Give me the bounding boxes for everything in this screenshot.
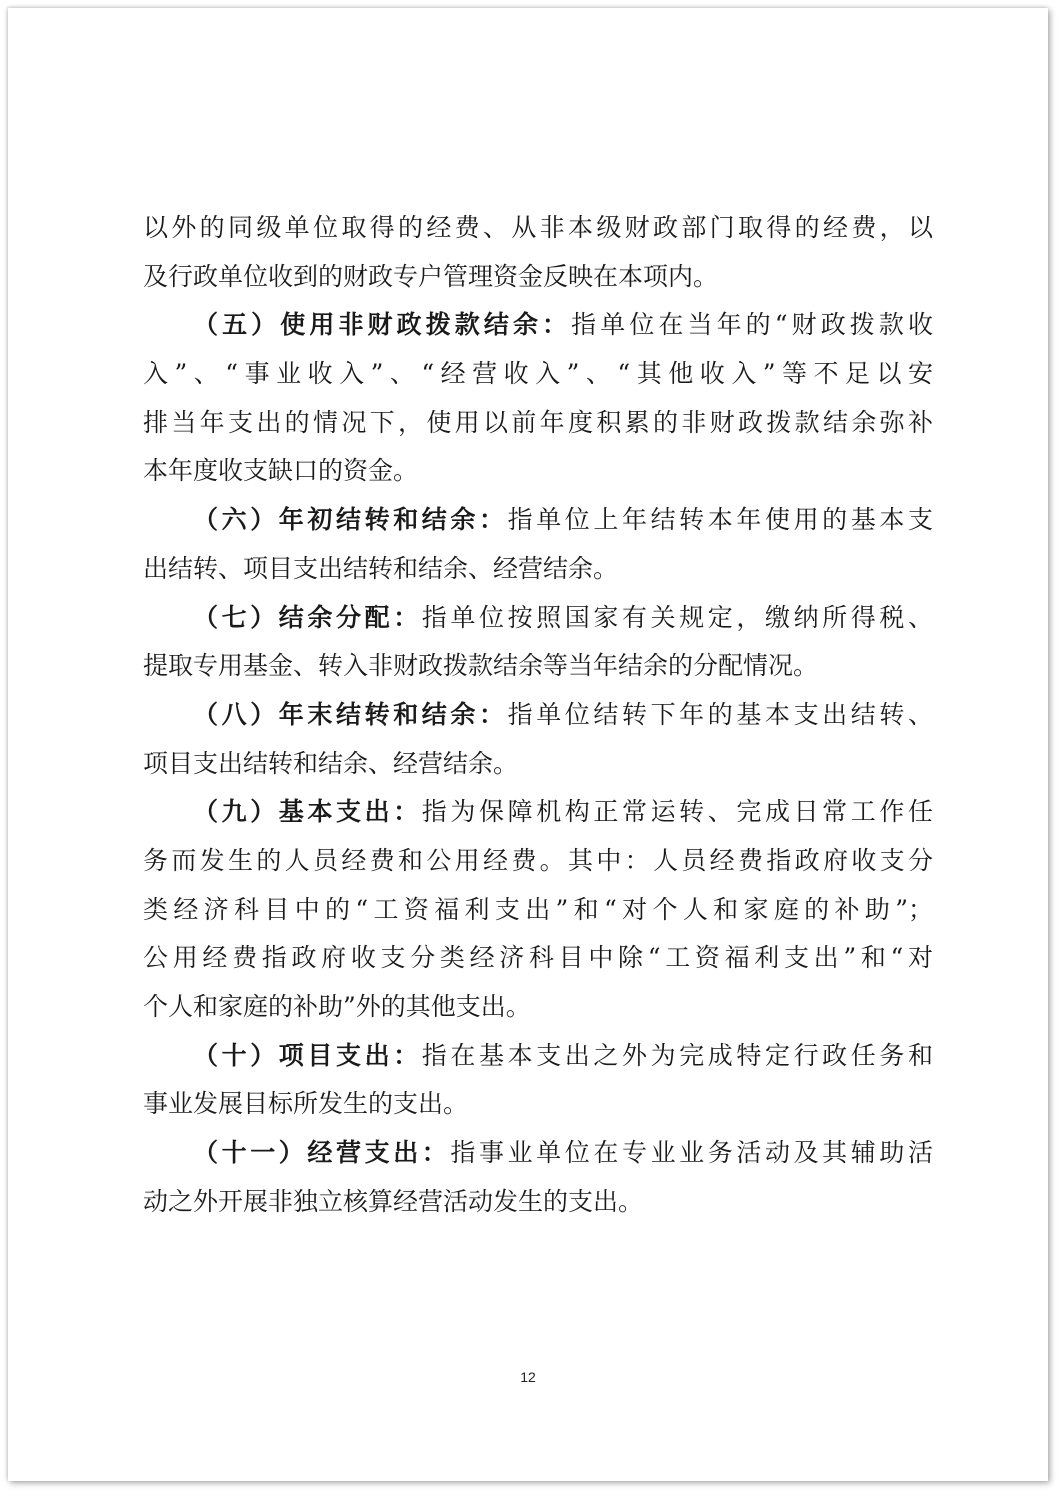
term-heading: （八）年末结转和结余： <box>193 699 508 729</box>
text-line: 类经济科目中的“工资福利支出”和“对个人和家庭的补助”； <box>143 894 933 924</box>
definition-text: 指为保障机构正常运转、完成日常工作任 <box>421 797 933 827</box>
term-heading: （十一）经营支出： <box>193 1138 451 1168</box>
text-line: 提取专用基金、转入非财政拨款结余等当年结余的分配情况。 <box>143 651 819 681</box>
text-line: 事业发展目标所发生的支出。 <box>143 1089 469 1119</box>
paragraph-first-line <box>143 594 933 643</box>
text-line: 动之外开展非独立核算经营活动发生的支出。 <box>143 1186 644 1216</box>
definition-text: 指事业单位在专业业务活动及其辅助活 <box>450 1138 933 1168</box>
term-heading: （六）年初结转和结余： <box>193 505 508 535</box>
definition-text: 指在基本支出之外为完成特定行政任务和 <box>421 1040 933 1070</box>
term-heading: （十）项目支出： <box>193 1040 422 1070</box>
text-line: 出结转、项目支出结转和结余、经营结余。 <box>143 553 619 583</box>
text-line: 以外的同级单位取得的经费、从非本级财政部门取得的经费，以 <box>143 213 933 242</box>
text-line: 及行政单位收到的财政专户管理资金反映在本项内。 <box>143 261 719 291</box>
text-line: 个人和家庭的补助”外的其他支出。 <box>143 992 531 1021</box>
paragraph-first-line <box>143 691 933 740</box>
definition-text: 指单位上年结转本年使用的基本支 <box>507 505 933 535</box>
text-line: 排当年支出的情况下，使用以前年度积累的非财政拨款结余弥补 <box>143 407 933 437</box>
text-line: 项目支出结转和结余、经营结余。 <box>143 748 519 778</box>
paragraph-first-line <box>143 301 933 350</box>
text-line: 务而发生的人员经费和公用经费。其中：人员经费指政府收支分 <box>143 845 933 875</box>
text-line: 入”、“事业收入”、“经营收入”、“其他收入”等不足以安 <box>143 359 933 389</box>
term-heading: （九）基本支出： <box>193 797 422 827</box>
definition-text: 指单位结转下年的基本支出结转、 <box>507 699 933 729</box>
body-text <box>143 204 933 1226</box>
term-heading: （七）结余分配： <box>193 602 422 632</box>
document-page <box>8 8 1048 1481</box>
paragraph-first-line <box>143 496 933 545</box>
text-line: 公用经费指政府收支分类经济科目中除“工资福利支出”和“对 <box>143 943 933 973</box>
paragraph-first-line <box>143 1032 933 1081</box>
page-number: 12 <box>520 1369 536 1385</box>
definition-text: 指单位在当年的“财政拨款收 <box>571 310 933 340</box>
term-heading: （五）使用非财政拨款结余： <box>193 310 572 340</box>
paragraph-first-line <box>143 788 933 837</box>
definition-text: 指单位按照国家有关规定，缴纳所得税、 <box>421 602 933 632</box>
text-line: 本年度收支缺口的资金。 <box>143 456 419 486</box>
paragraph-first-line <box>143 1129 933 1178</box>
